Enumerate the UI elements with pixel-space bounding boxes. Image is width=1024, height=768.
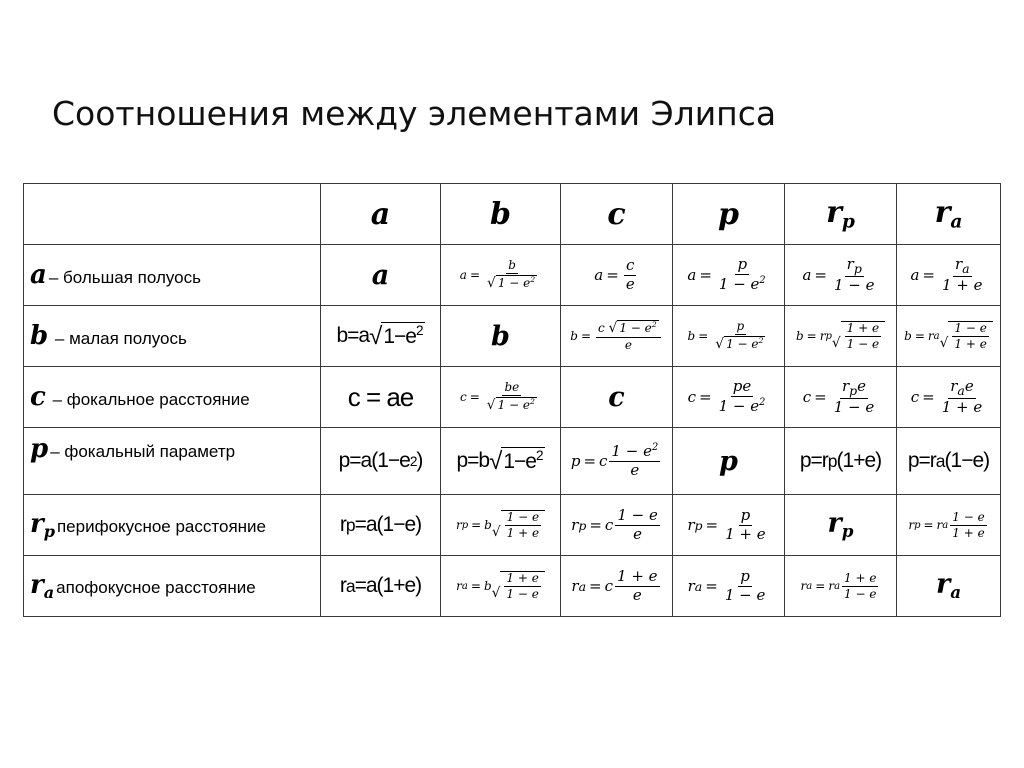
col-header-ra: $r_a$ — [897, 184, 1001, 245]
formula-cell: r p =a(1−e) — [321, 495, 441, 556]
row-label: апофокусное расстояние — [56, 578, 256, 598]
formula-cell: a = $\frac{r_a}{1 + e}$ — [897, 245, 1001, 306]
formula-cell: p=r a (1−e) — [897, 428, 1001, 495]
formula-cell: r a = c $\frac{1 + e}{e}$ — [561, 556, 673, 617]
corner-cell — [24, 184, 321, 245]
formula-cell: b=a √ $1-e^2$ — [321, 306, 441, 367]
row-header-rp: $r_p$ перифокусное расстояние — [24, 495, 321, 556]
formula-cell: a = $\frac{c}{e}$ — [561, 245, 673, 306]
ellipse-relations-table — [23, 183, 1001, 617]
table-row — [24, 428, 1001, 495]
formula-cell: c = ae — [321, 367, 441, 428]
formula-cell: r a = $\frac{p}{1 - e}$ — [673, 556, 785, 617]
formula-cell: r p = $\frac{p}{1 + e}$ — [673, 495, 785, 556]
formula-cell: b — [441, 306, 561, 367]
formula-cell: r a = r a $\frac{1 + e}{1 - e}$ — [785, 556, 897, 617]
col-header-b: b — [441, 184, 561, 245]
table-row — [24, 495, 1001, 556]
formula-cell: b = r a √ $\frac{1 - e}{1 + e}$ — [897, 306, 1001, 367]
formula-cell: p=b √ $1-e^2$ — [441, 428, 561, 495]
table-row — [24, 306, 1001, 367]
formula-cell: a = $\frac{p}{1 - e^2}$ — [673, 245, 785, 306]
formula-cell: b = c √ $1 - e^2$ e — [561, 306, 673, 367]
formula-cell: r p = r a $\frac{1 - e}{1 + e}$ — [897, 495, 1001, 556]
formula-cell: c = $\frac{r_ae}{1 + e}$ — [897, 367, 1001, 428]
row-label: – большая полуось — [48, 268, 201, 287]
row-header-c: c – фокальное расстояние — [24, 367, 321, 428]
formula-cell: a — [321, 245, 441, 306]
table-row — [24, 245, 1001, 306]
col-header-p: p — [673, 184, 785, 245]
formula-cell: c = $\frac{pe}{1 - e^2}$ — [673, 367, 785, 428]
col-header-c: c — [561, 184, 673, 245]
row-label: перифокусное расстояние — [56, 517, 266, 537]
formula-cell: r p = b √ $\frac{1 - e}{1 + e}$ — [441, 495, 561, 556]
formula-cell: r a =a(1+e) — [321, 556, 441, 617]
formula-cell: c = $\frac{r_pe}{1 - e}$ — [785, 367, 897, 428]
header-row — [24, 184, 1001, 245]
formula-cell: c = be √ $1 - e^2$ — [441, 367, 561, 428]
formula-cell: a = $\frac{r_p}{1 - e}$ — [785, 245, 897, 306]
row-header-b: b – малая полуось — [24, 306, 321, 367]
formula-cell: b = p √ $1 - e^2$ — [673, 306, 785, 367]
row-label: – фокальное расстояние — [47, 390, 250, 409]
col-header-a: a — [321, 184, 441, 245]
formula-cell: a = b √ $1 - e^2$ — [441, 245, 561, 306]
formula-cell: $r_p$ — [785, 495, 897, 556]
formula-cell: r a = b √ $\frac{1 + e}{1 - e}$ — [441, 556, 561, 617]
row-label: – малая полуось — [50, 329, 187, 348]
formula-cell: r p = c $\frac{1 - e}{e}$ — [561, 495, 673, 556]
formula-cell: p=r p (1+e) — [785, 428, 897, 495]
page-title: Соотношения между элементами Элипса — [52, 94, 777, 133]
formula-cell: c — [561, 367, 673, 428]
row-header-ra: $r_a$ апофокусное расстояние — [24, 556, 321, 617]
formula-cell: $r_a$ — [897, 556, 1001, 617]
formula-cell: p — [673, 428, 785, 495]
col-header-rp: $r_p$ — [785, 184, 897, 245]
formula-cell: p = c $\frac{1 - e^2}{e}$ — [561, 428, 673, 495]
table-row — [24, 556, 1001, 617]
row-header-p: p – фокальный параметр — [24, 428, 321, 495]
row-header-a: a – большая полуось — [24, 245, 321, 306]
table-row — [24, 367, 1001, 428]
formula-cell: p=a(1−e 2 ) — [321, 428, 441, 495]
formula-cell: b = r p √ $\frac{1 + e}{1 - e}$ — [785, 306, 897, 367]
row-label: – фокальный параметр — [50, 442, 236, 461]
